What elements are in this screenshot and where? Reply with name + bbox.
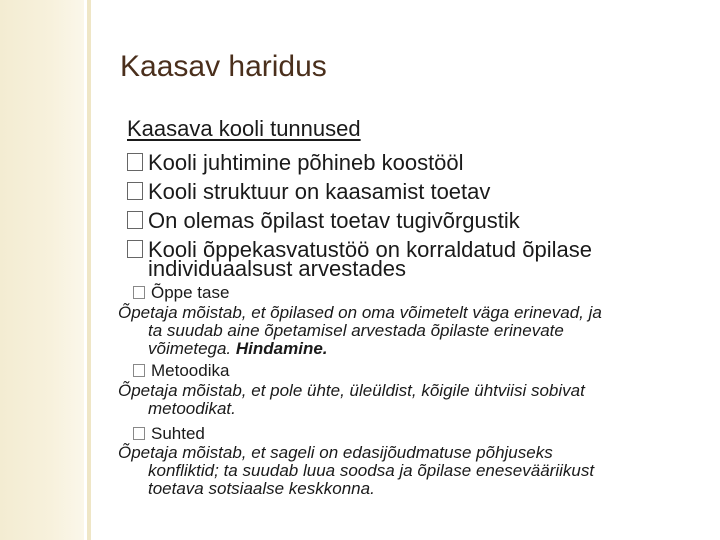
bullet-box-icon <box>127 240 143 258</box>
paragraph-line: metoodikat. <box>148 399 236 418</box>
bullet-box-icon <box>127 211 143 229</box>
decorative-side-band <box>0 0 84 540</box>
bullet-continuation: individuaalsust arvestades <box>148 256 407 281</box>
bullet-box-icon <box>127 182 143 200</box>
bullet-item <box>127 151 464 174</box>
paragraph-line <box>148 340 328 358</box>
bullet-item <box>127 209 520 232</box>
bullet-text: Kooli juhtimine põhineb koostööl <box>148 150 464 175</box>
paragraph-emphasis: Hindamine. <box>235 339 328 358</box>
bullet-text: Kooli struktuur on kaasamist toetav <box>148 179 491 204</box>
sub-bullet-heading-text: Suhted <box>151 424 205 443</box>
bullet-item <box>127 180 490 203</box>
bullet-text: On olemas õpilast toetav tugivõrgustik <box>148 208 520 233</box>
slide-subtitle: Kaasava kooli tunnused <box>127 116 361 141</box>
paragraph-line: ta suudab aine õpetamisel arvestada õpilaste erinevate <box>148 321 564 340</box>
bullet-text: Kooli õppekasvatustöö on korraldatud õpilase <box>148 237 592 262</box>
sub-bullet-heading <box>133 424 205 444</box>
sub-bullet-heading-text: Metoodika <box>151 361 230 380</box>
decorative-side-line <box>87 0 91 540</box>
paragraph-line: toetava sotsiaalse keskkonna. <box>148 479 375 498</box>
sub-bullet-box-icon <box>133 427 145 440</box>
paragraph-line: Õpetaja mõistab, et õpilased on oma võimetelt väga erinevad, ja <box>118 303 602 322</box>
sub-bullet-box-icon <box>133 286 145 299</box>
bullet-box-icon <box>127 153 143 171</box>
paragraph-text: võimetega. <box>148 339 232 358</box>
sub-bullet-heading <box>133 283 229 303</box>
paragraph-line: Õpetaja mõistab, et sageli on edasijõudmatuse põhjuseks <box>118 443 553 462</box>
paragraph-line: konfliktid; ta suudab luua soodsa ja õpilase enesevääriikust <box>148 461 595 480</box>
paragraph-line: Õpetaja mõistab, et pole ühte, üleüldist, kõigile ühtviisi sobivat <box>118 381 585 400</box>
sub-bullet-heading <box>133 361 229 381</box>
sub-bullet-heading-text: Õppe tase <box>151 283 230 302</box>
sub-bullet-box-icon <box>133 364 145 377</box>
slide-title: Kaasav haridus <box>120 50 327 83</box>
